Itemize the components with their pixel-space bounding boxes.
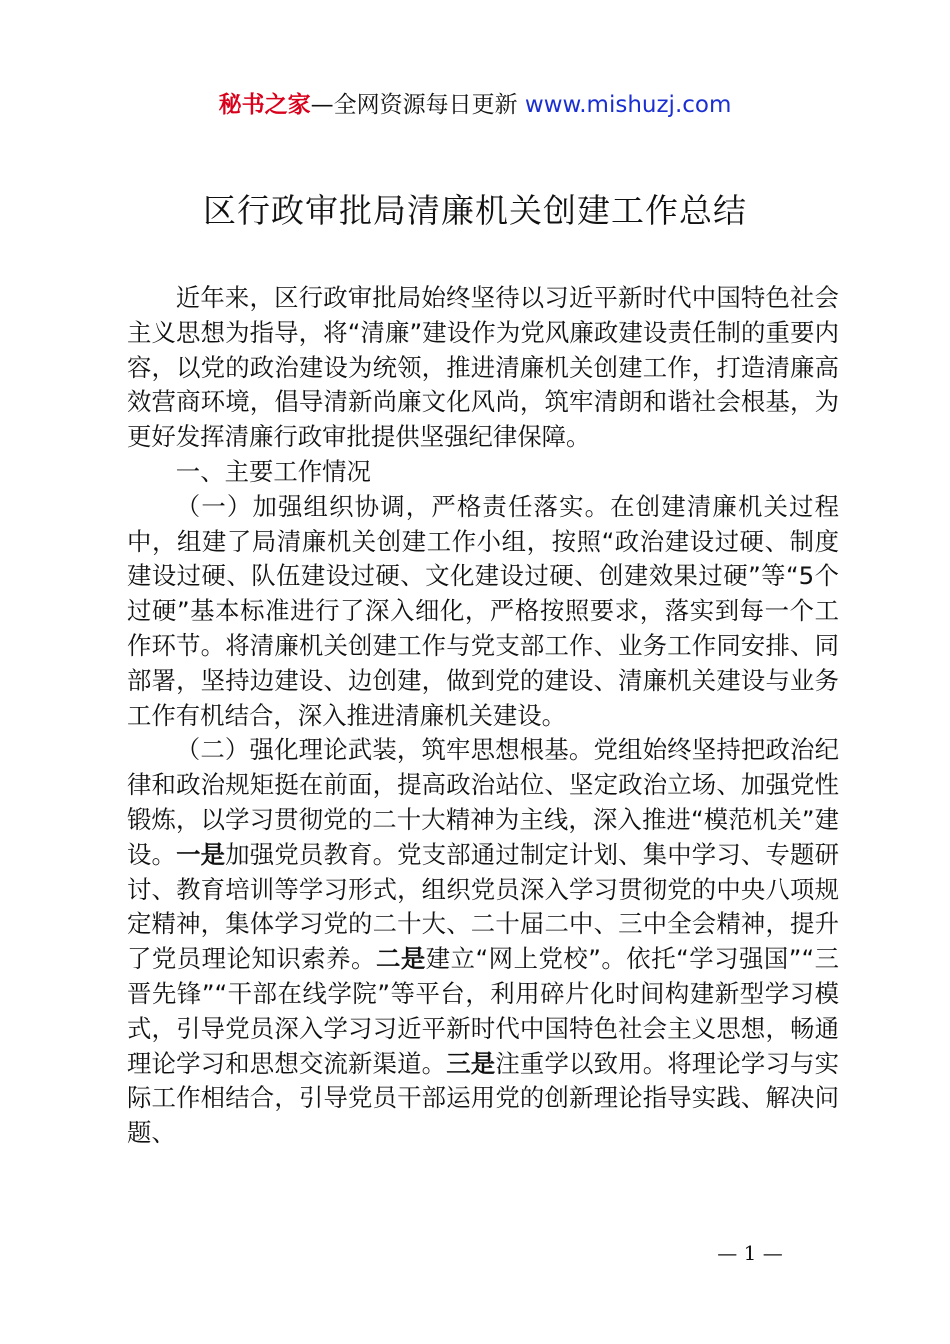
site-url: www.mishuzj.com (524, 92, 732, 118)
point-label-2: 二是 (375, 944, 426, 974)
paragraph-intro: 近年来，区行政审批局始终坚待以习近平新时代中国特色社会主义思想为指导，将“清廉”建设作为党风廉政建设责任制的重要内容，以党的政治建设为统领，推进清廉机关创建工作，打造清廉高效营商环境，倡导清新尚廉文化风尚，筑牢清朗和谐社会根基，为更好发挥清廉行政审批提供坚强纪律保障。 (127, 283, 839, 452)
site-brand: 秘书之家 (218, 92, 311, 118)
point-label-3: 三是 (446, 1048, 496, 1078)
site-banner (0, 88, 950, 122)
paragraph-section-1: （一）加强组织协调，严格责任落实。在创建清廉机关过程中，组建了局清廉机关创建工作小组，按照“政治建设过硬、制度建设过硬、队伍建设过硬、文化建设过硬、创建效果过硬”等“5个过硬”基本标准进行了深入细化，严格按照要求，落实到每一个工作环节。将清廉机关创建工作与党支部工作、业务工作同安排、同部署，坚持边建设、边创建，做到党的建设、清廉机关建设与业务工作有机结合，深入推进清廉机关建设。 (127, 491, 839, 730)
paragraph-section-2 (127, 733, 839, 1151)
point-label-1: 一是 (176, 839, 226, 869)
paragraph-section-2-part-2: 加强党员教育。党支部通过制定计划、集中学习、专题研讨、教育培训等学习形式，组织党员深入学习贯彻党的中央八项规定精神，集体学习党的二十大、二十届二中、三中全会精神，提升了党员理论知识索养。 (127, 839, 839, 974)
page-number: — 1 — (717, 1241, 783, 1265)
paragraph-section-2-part-4: 注重学以致用。将理论学习与实际工作相结合，引导党员干部运用党的创新理论指导实践、解决问题、 (127, 1048, 839, 1148)
paragraph-section-2-part-3: 建立“网上党校”。依托“学习强国”“三晋先锋”“干部在线学院”等平台，利用碎片化时间构建新型学习模式，引导党员深入学习习近平新时代中国特色社会主义思想，畅通理论学习和思想交流新渠道。 (127, 944, 839, 1078)
site-slogan: —全网资源每日更新 (310, 92, 525, 118)
paragraph-section-2-part-1: （二）强化理论武装，筑牢思想根基。党组始终坚持把政治纪律和政治规矩挺在前面，提高政治站位、坚定政治立场、加强党性锻炼，以学习贯彻党的二十大精神为主线，深入推进“模范机关”建设。 (127, 735, 839, 869)
document-body (127, 281, 839, 1151)
document-title: 区行政审批局清廉机关创建工作总结 (203, 191, 747, 230)
section-heading: 一、主要工作情况 (175, 456, 371, 486)
